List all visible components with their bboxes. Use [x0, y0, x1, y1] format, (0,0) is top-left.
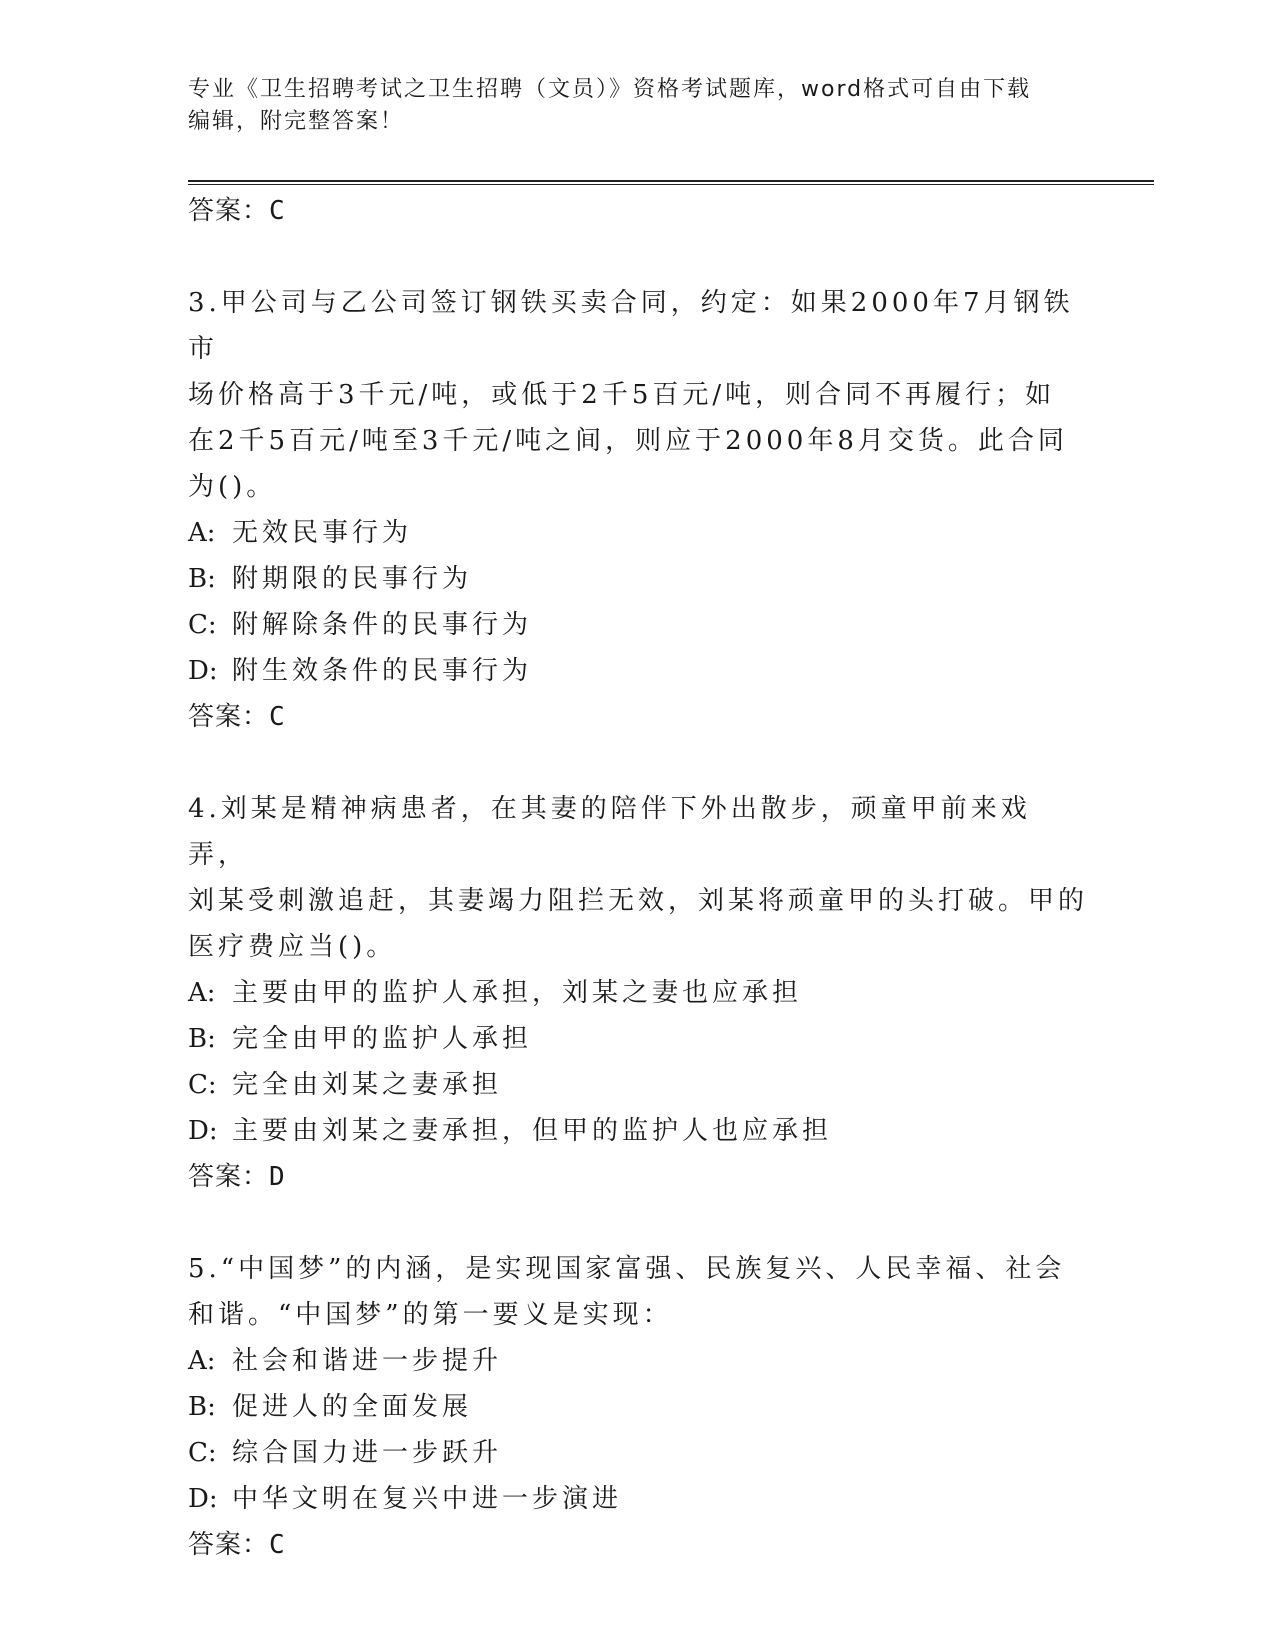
answer-key: D [269, 1162, 286, 1192]
option-item [188, 1338, 1088, 1384]
answer-label: 答案： [188, 1162, 270, 1192]
option-text: 主要由刘某之妻承担，但甲的监护人也应承担 [232, 1116, 833, 1146]
answer-line [188, 1522, 1088, 1568]
option-item [188, 1476, 1088, 1522]
question-spacer [188, 234, 1088, 280]
option-text: 无效民事行为 [232, 518, 413, 548]
option-text: 完全由甲的监护人承担 [232, 1024, 533, 1054]
option-text: 中华文明在复兴中进一步演进 [232, 1484, 623, 1514]
option-item [188, 1062, 1088, 1108]
option-letter: A: [188, 518, 216, 548]
question-stem-line: 4.刘某是精神病患者，在其妻的陪伴下外出散步，顽童甲前来戏弄， [188, 794, 1031, 870]
header-divider-thick [188, 180, 1154, 182]
option-text: 附解除条件的民事行为 [232, 610, 533, 640]
answer-key: C [269, 196, 286, 226]
option-item [188, 1430, 1088, 1476]
page-header [188, 74, 1068, 138]
question-spacer [188, 1200, 1088, 1246]
answer-label: 答案： [188, 702, 270, 732]
option-letter: C: [188, 610, 217, 640]
answer-label: 答案： [188, 196, 270, 226]
answer-key: C [269, 702, 286, 732]
option-letter: B: [188, 1024, 216, 1054]
question-block [188, 786, 1088, 1200]
question-stem-line: 为()。 [188, 472, 277, 502]
header-divider-thin [188, 184, 1154, 185]
question-stem-line: 刘某受刺激追赶，其妻竭力阻拦无效，刘某将顽童甲的头打破。甲的 [188, 886, 1089, 916]
answer-line [188, 1154, 1088, 1200]
option-letter: D: [188, 1484, 218, 1514]
question-stem-line: 和谐。“中国梦”的第一要义是实现： [188, 1300, 673, 1330]
option-item [188, 510, 1088, 556]
option-text: 社会和谐进一步提升 [232, 1346, 503, 1376]
option-item [188, 556, 1088, 602]
questions-container [188, 234, 1088, 1568]
option-text: 附生效条件的民事行为 [232, 656, 533, 686]
option-letter: B: [188, 1392, 216, 1422]
option-text: 完全由刘某之妻承担 [232, 1070, 503, 1100]
answer-key: C [269, 1530, 286, 1560]
answer-line [188, 694, 1088, 740]
question-block [188, 280, 1088, 740]
option-letter: A: [188, 978, 216, 1008]
option-item [188, 648, 1088, 694]
answer-line [188, 188, 1088, 234]
option-letter: D: [188, 1116, 218, 1146]
question-stem-line: 5.“中国梦”的内涵，是实现国家富强、民族复兴、人民幸福、社会 [188, 1254, 1066, 1284]
option-letter: C: [188, 1070, 217, 1100]
option-item [188, 602, 1088, 648]
option-item [188, 1384, 1088, 1430]
option-item [188, 1108, 1088, 1154]
question-stem-line: 场价格高于3千元/吨，或低于2千5百元/吨，则合同不再履行；如 [188, 380, 1056, 410]
question-stem-line: 在2千5百元/吨至3千元/吨之间，则应于2000年8月交货。此合同 [188, 426, 1068, 456]
option-letter: A: [188, 1346, 216, 1376]
option-text: 主要由甲的监护人承担，刘某之妻也应承担 [232, 978, 803, 1008]
question-list [188, 188, 1088, 1568]
option-text: 促进人的全面发展 [232, 1392, 473, 1422]
question-spacer [188, 740, 1088, 786]
header-line-1: 专业《卫生招聘考试之卫生招聘（文员）》资格考试题库，word格式可自由下载 [188, 77, 1032, 102]
option-letter: D: [188, 656, 218, 686]
question-block [188, 1246, 1088, 1568]
option-item [188, 1016, 1088, 1062]
answer-label: 答案： [188, 1530, 270, 1560]
option-text: 综合国力进一步跃升 [232, 1438, 503, 1468]
option-item [188, 970, 1088, 1016]
question-stem-line: 医疗费应当()。 [188, 932, 397, 962]
option-letter: B: [188, 564, 216, 594]
option-letter: C: [188, 1438, 217, 1468]
question-stem-line: 3.甲公司与乙公司签订钢铁买卖合同，约定：如果2000年7月钢铁市 [188, 288, 1074, 364]
header-line-2: 编辑，附完整答案！ [188, 109, 405, 134]
option-text: 附期限的民事行为 [232, 564, 473, 594]
